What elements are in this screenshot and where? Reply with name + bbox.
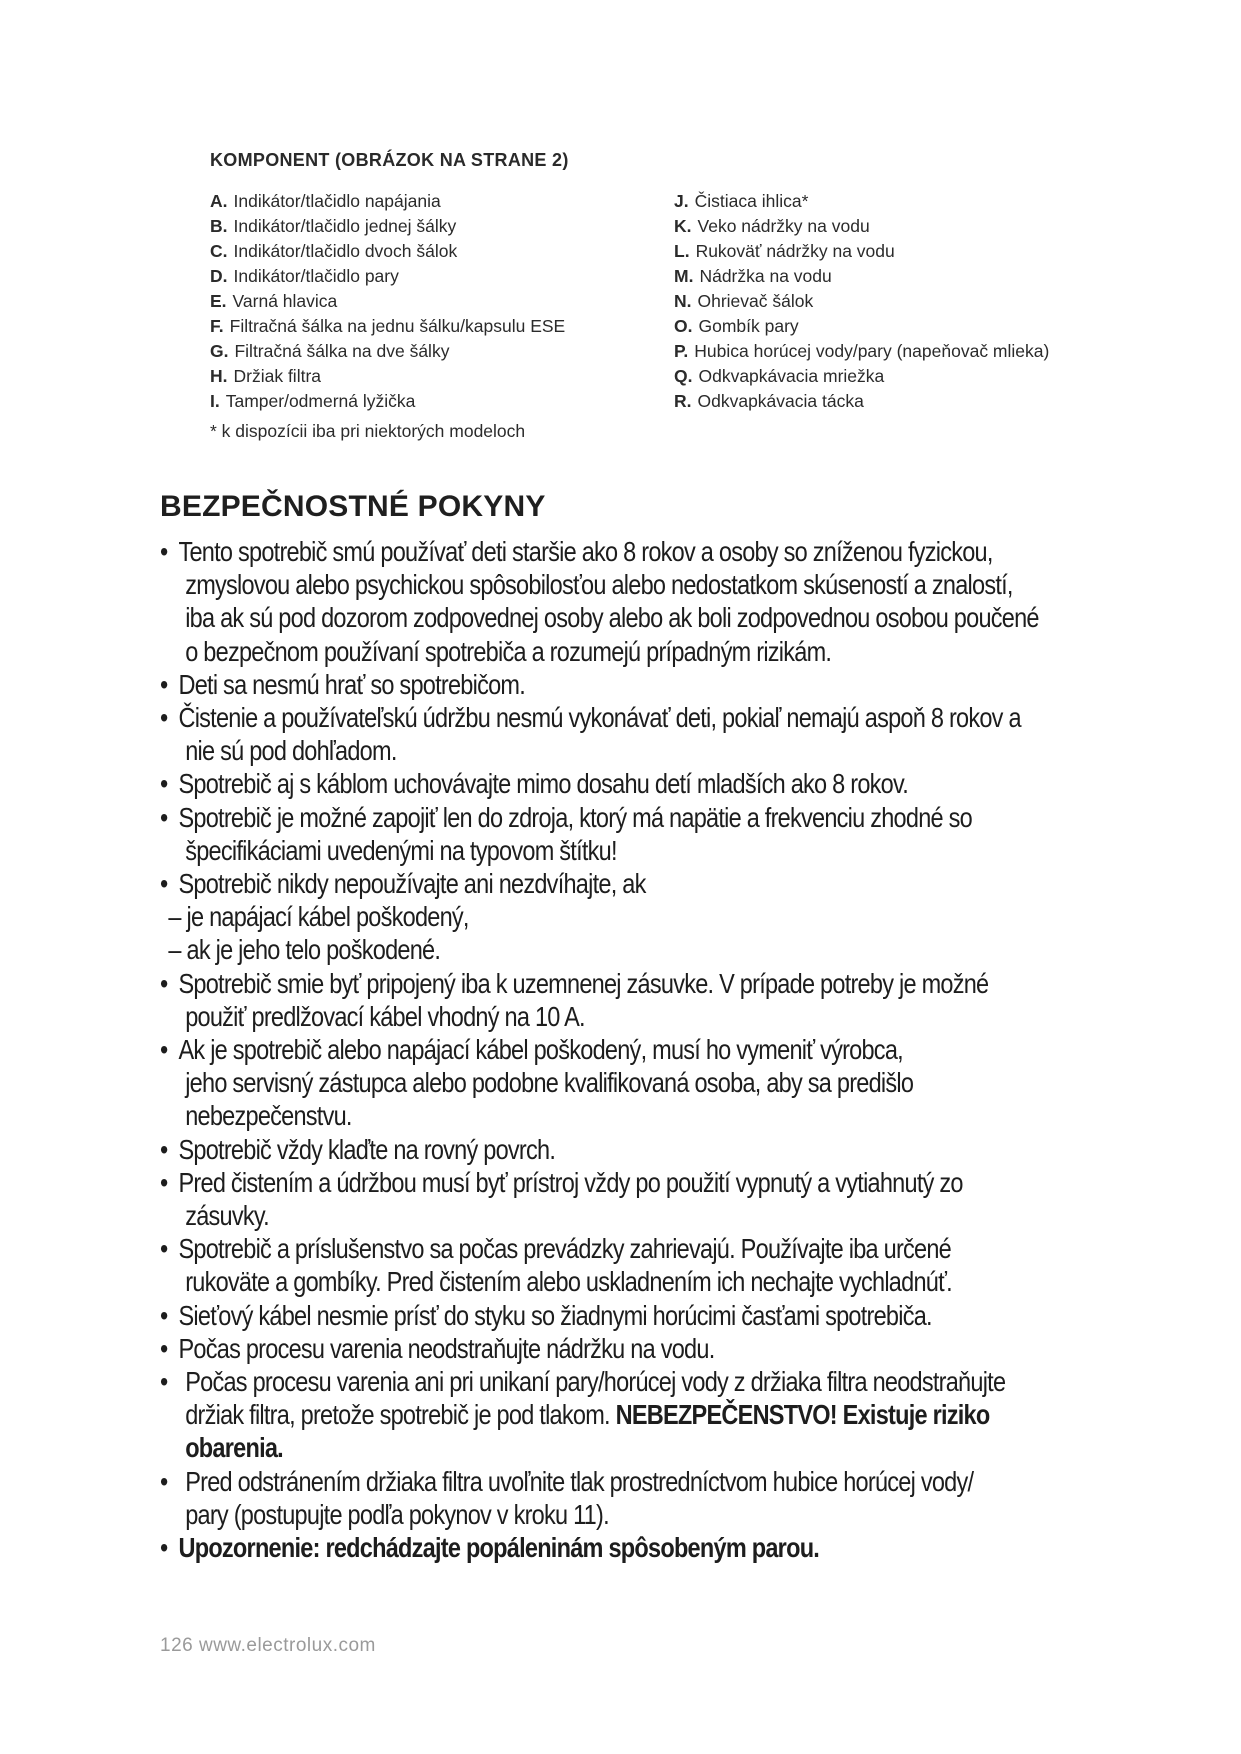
safety-item: • Počas procesu varenia neodstraňujte nádržku na vodu. [160, 1332, 715, 1364]
page-footer: 126 www.electrolux.com [160, 1635, 376, 1656]
bullet: • [160, 768, 168, 800]
bullet: • [160, 536, 168, 567]
safety-sub-item: – je napájací kábel poškodený, [168, 901, 469, 933]
component-item: C. Indikátor/tlačidlo dvoch šálok [210, 241, 458, 261]
component-item: K. Veko nádržky na vodu [674, 216, 870, 236]
safety-item: • Spotrebič nikdy nepoužívajte ani nezdvíhajte, ak [160, 868, 646, 900]
bullet: • [160, 1034, 168, 1066]
safety-item-pressure: • Počas procesu varenia ani pri unikaní pary/horúcej vody z držiaka filtra neodstraňujte držiak filtra, pretože spotrebič je pod tlakom. NEBEZPEČENSTVO! Existuje riziko obarenia. [160, 1366, 1006, 1464]
safety-item-warning: • Upozornenie: redchádzajte popáleninám spôsobeným parou. [160, 1532, 820, 1564]
component-item: G. Filtračná šálka na dve šálky [210, 341, 450, 361]
safety-item: • Pred odstránením držiaka filtra uvoľnite tlak prostredníctvom hubice horúcej vody/ pary (postupujte podľa pokynov v kroku 11). [160, 1465, 974, 1530]
component-item: B. Indikátor/tlačidlo jednej šálky [210, 216, 457, 236]
safety-item: • Sieťový kábel nesmie prísť do styku so žiadnymi horúcimi časťami spotrebiča. [160, 1299, 932, 1331]
component-item: M. Nádržka na vodu [674, 266, 832, 286]
components-list-right [674, 189, 1049, 414]
safety-title: BEZPEČNOSTNÉ POKYNY [160, 490, 546, 523]
component-item: E. Varná hlavica [210, 291, 338, 311]
safety-item: • Spotrebič a príslušenstvo sa počas prevádzky zahrievajú. Používajte iba určené rukoväte a gombíky. Pred čistením alebo uskladnením ich nechajte vychladnúť. [160, 1233, 952, 1298]
safety-item: • Pred čistením a údržbou musí byť prístroj vždy po použití vypnutý a vytiahnutý zo zásuvky. [160, 1166, 963, 1232]
component-item: P. Hubica horúcej vody/pary (napeňovač mlieka) [674, 341, 1050, 361]
safety-item: • Spotrebič je možné zapojiť len do zdroja, ktorý má napätie a frekvenciu zhodné so špecifikáciami uvedenými na typovom štítku! [160, 801, 972, 866]
safety-sub-item: – ak je jeho telo poškodené. [168, 934, 441, 966]
bullet: • [160, 1366, 168, 1398]
bullet: • [160, 1233, 168, 1265]
components-title: KOMPONENT (OBRÁZOK NA STRANE 2) [210, 150, 569, 170]
bullet: • [160, 868, 168, 900]
bullet: • [160, 967, 168, 999]
safety-item: • Tento spotrebič smú používať deti staršie ako 8 rokov a osoby so zníženou fyzickou, zmyslovou alebo psychickou spôsobilosťou alebo nedostatkom skúseností a znalostí, iba ak sú pod dozorom zodpovednej osoby alebo ak boli zodpovednou osobou poučené o bezpečnom používaní spotrebiča a rozumejú prípadným rizikám. [160, 536, 1039, 667]
component-item: N. Ohrievač šálok [674, 291, 814, 311]
danger-warning: NEBEZPEČENSTVO! Existuje riziko [615, 1399, 990, 1431]
bullet: • [160, 1133, 168, 1165]
safety-instructions-list [160, 535, 1160, 1564]
component-item: F. Filtračná šálka na jednu šálku/kapsulu ESE [210, 316, 566, 336]
component-item: D. Indikátor/tlačidlo pary [210, 266, 399, 286]
safety-item: • Ak je spotrebič alebo napájací kábel poškodený, musí ho vymeniť výrobca, jeho servisný zástupca alebo podobne kvalifikovaná osoba, aby sa predišlo nebezpečenstvu. [160, 1034, 914, 1132]
component-item: L. Rukoväť nádržky na vodu [674, 241, 895, 261]
component-item: A. Indikátor/tlačidlo napájania [210, 191, 441, 211]
bullet: • [160, 1332, 168, 1364]
bullet: • [160, 668, 168, 700]
bullet: • [160, 1166, 168, 1198]
safety-item: • Spotrebič smie byť pripojený iba k uzemnenej zásuvke. V prípade potreby je možné použiť predlžovací kábel vhodný na 10 A. [160, 967, 989, 1032]
bullet: • [160, 1299, 168, 1331]
component-item: O. Gombík pary [674, 316, 799, 336]
bullet: • [160, 1465, 168, 1497]
safety-item: • Čistenie a používateľskú údržbu nesmú vykonávať deti, pokiaľ nemajú aspoň 8 rokov a nie sú pod dohľadom. [160, 702, 1021, 767]
component-item: I. Tamper/odmerná lyžička [210, 391, 416, 411]
safety-item: • Deti sa nesmú hrať so spotrebičom. [160, 668, 526, 700]
components-list-left [210, 189, 565, 414]
bullet: • [160, 702, 168, 734]
component-item: Q. Odkvapkávacia mriežka [674, 366, 885, 386]
safety-item: • Spotrebič vždy klaďte na rovný povrch. [160, 1133, 556, 1165]
bullet: • [160, 1532, 168, 1564]
component-item: J. Čistiaca ihlica* [674, 191, 809, 211]
component-item: R. Odkvapkávacia tácka [674, 391, 864, 411]
component-item: H. Držiak filtra [210, 366, 322, 386]
bullet: • [160, 801, 168, 833]
components-footnote: * k dispozícii iba pri niektorých modeloch [210, 421, 526, 441]
safety-item: • Spotrebič aj s káblom uchovávajte mimo dosahu detí mladších ako 8 rokov. [160, 768, 909, 800]
